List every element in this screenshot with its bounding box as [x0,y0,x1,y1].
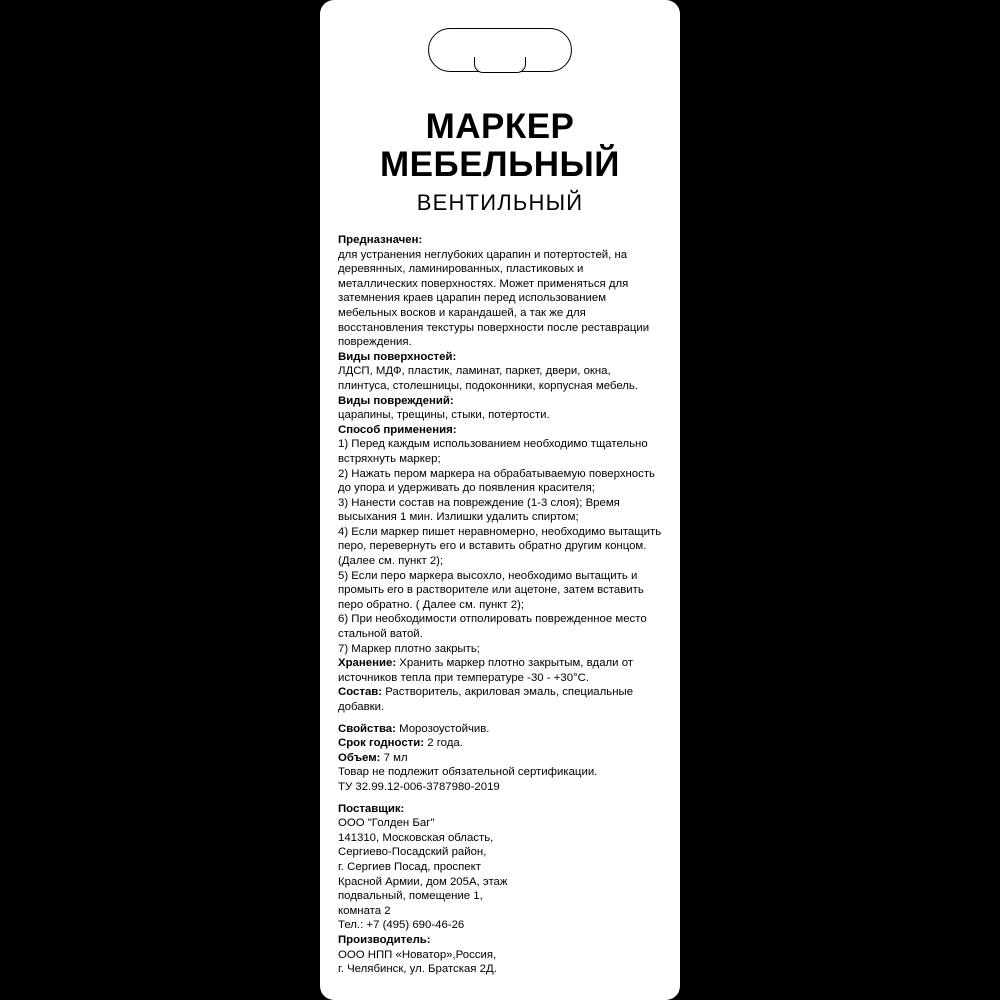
purpose-text: для устранения неглубоких царапин и потертостей, на деревянных, ламинированных, пластиковых и металлических поверхностях. Может применяться для затемнения краев царапин перед использованием мебельных восков и карандашей, а так же для восстановления текстуры поверхности после реставрации повреждения. [338,248,650,349]
manufacturer-heading: Производитель: [338,933,431,946]
usage-step-1: 1) Перед каждым использованием необходимо тщательно встряхнуть маркер; [338,438,648,465]
supplier-line-1: ООО "Голден Баг" [338,817,435,830]
label-body-text [338,233,664,977]
composition-text: Растворитель, акриловая эмаль, специальные добавки. [338,686,634,713]
title-line-1: МАРКЕР [425,107,575,146]
spacer-2 [338,795,664,802]
hang-hole-icon [428,28,572,72]
composition-line [338,685,664,714]
surfaces-text: ЛДСП, МДФ, пластик, ламинат, паркет, двери, окна, плинтуса, столешницы, подоконники, корпусная мебель. [338,365,639,392]
composition-heading: Состав: [338,686,383,699]
supplier-line-2: 141310, Московская область, [338,831,494,844]
supplier-phone: Тел.: +7 (495) 690-46-26 [338,919,465,932]
shelflife-text: 2 года. [424,737,463,750]
title-line-2: МЕБЕЛЬНЫЙ [380,144,620,184]
purpose-heading: Предназначен: [338,234,423,246]
supplier-line-5: Красной Армии, дом 205А, этаж [338,875,508,888]
surfaces-heading: Виды поверхностей: [338,350,457,363]
usage-step-7: 7) Маркер плотно закрыть; [338,642,480,655]
tu-text: ТУ 32.99.12-006-3787980-2019 [338,780,500,793]
manufacturer-line-2: г. Челябинск, ул. Братская 2Д. [338,963,497,976]
shelflife-heading: Срок годности: [338,737,425,750]
damage-text: царапины, трещины, стыки, потертости. [338,409,550,422]
usage-step-6: 6) При необходимости отполировать поврежденное место стальной ватой. [338,613,647,641]
volume-heading: Объем: [338,751,381,764]
properties-line [338,722,664,737]
volume-line [338,751,664,766]
product-label-card [320,0,680,1000]
properties-text: Морозоустойчив. [395,722,490,735]
usage-step-5: 5) Если перо маркера высохло, необходимо вытащить и промыть его в растворителе или ацетоне, затем вставить перо обратно. ( Далее см. пункт 2); [338,569,644,611]
supplier-heading: Поставщик: [338,802,405,815]
storage-heading: Хранение: [338,657,397,670]
supplier-line-3: Сергиево-Посадский район, [338,846,487,859]
page-subtitle: ВЕНТИЛЬНЫЙ [416,189,584,215]
supplier-line-6: подвальный, помещение 1, [338,890,483,903]
properties-heading: Свойства: [338,722,396,735]
usage-step-2: 2) Нажать пером маркера на обрабатываемую поверхность до упора и удерживать до появления красителя; [338,467,655,495]
storage-text: Хранить маркер плотно закрытым, вдали от источников тепла при температуре -30 - +30°С. [338,657,634,684]
volume-text: 7 мл [380,751,408,764]
manufacturer-line-1: ООО НПП «Новатор»,Россия, [338,948,497,961]
shelflife-line [338,736,664,751]
supplier-line-4: г. Сергиев Посад, проспект [338,860,481,873]
page-title [320,108,680,184]
spacer-1 [338,715,664,722]
title-block [320,108,680,216]
usage-step-3: 3) Нанести состав на повреждение (1-3 слоя); Время высыхания 1 мин. Излишки удалить спиртом; [338,496,620,524]
certification-text: Товар не подлежит обязательной сертификации. [338,766,598,779]
damage-heading: Виды повреждений: [338,394,454,407]
usage-heading: Способ применения: [338,423,457,436]
storage-line [338,656,664,685]
usage-step-4: 4) Если маркер пишет неравномерно, необходимо вытащить перо, перевернуть его и вставить обратно другим концом. (Далее см. пункт 2); [338,525,662,568]
supplier-line-7: комната 2 [338,904,391,917]
